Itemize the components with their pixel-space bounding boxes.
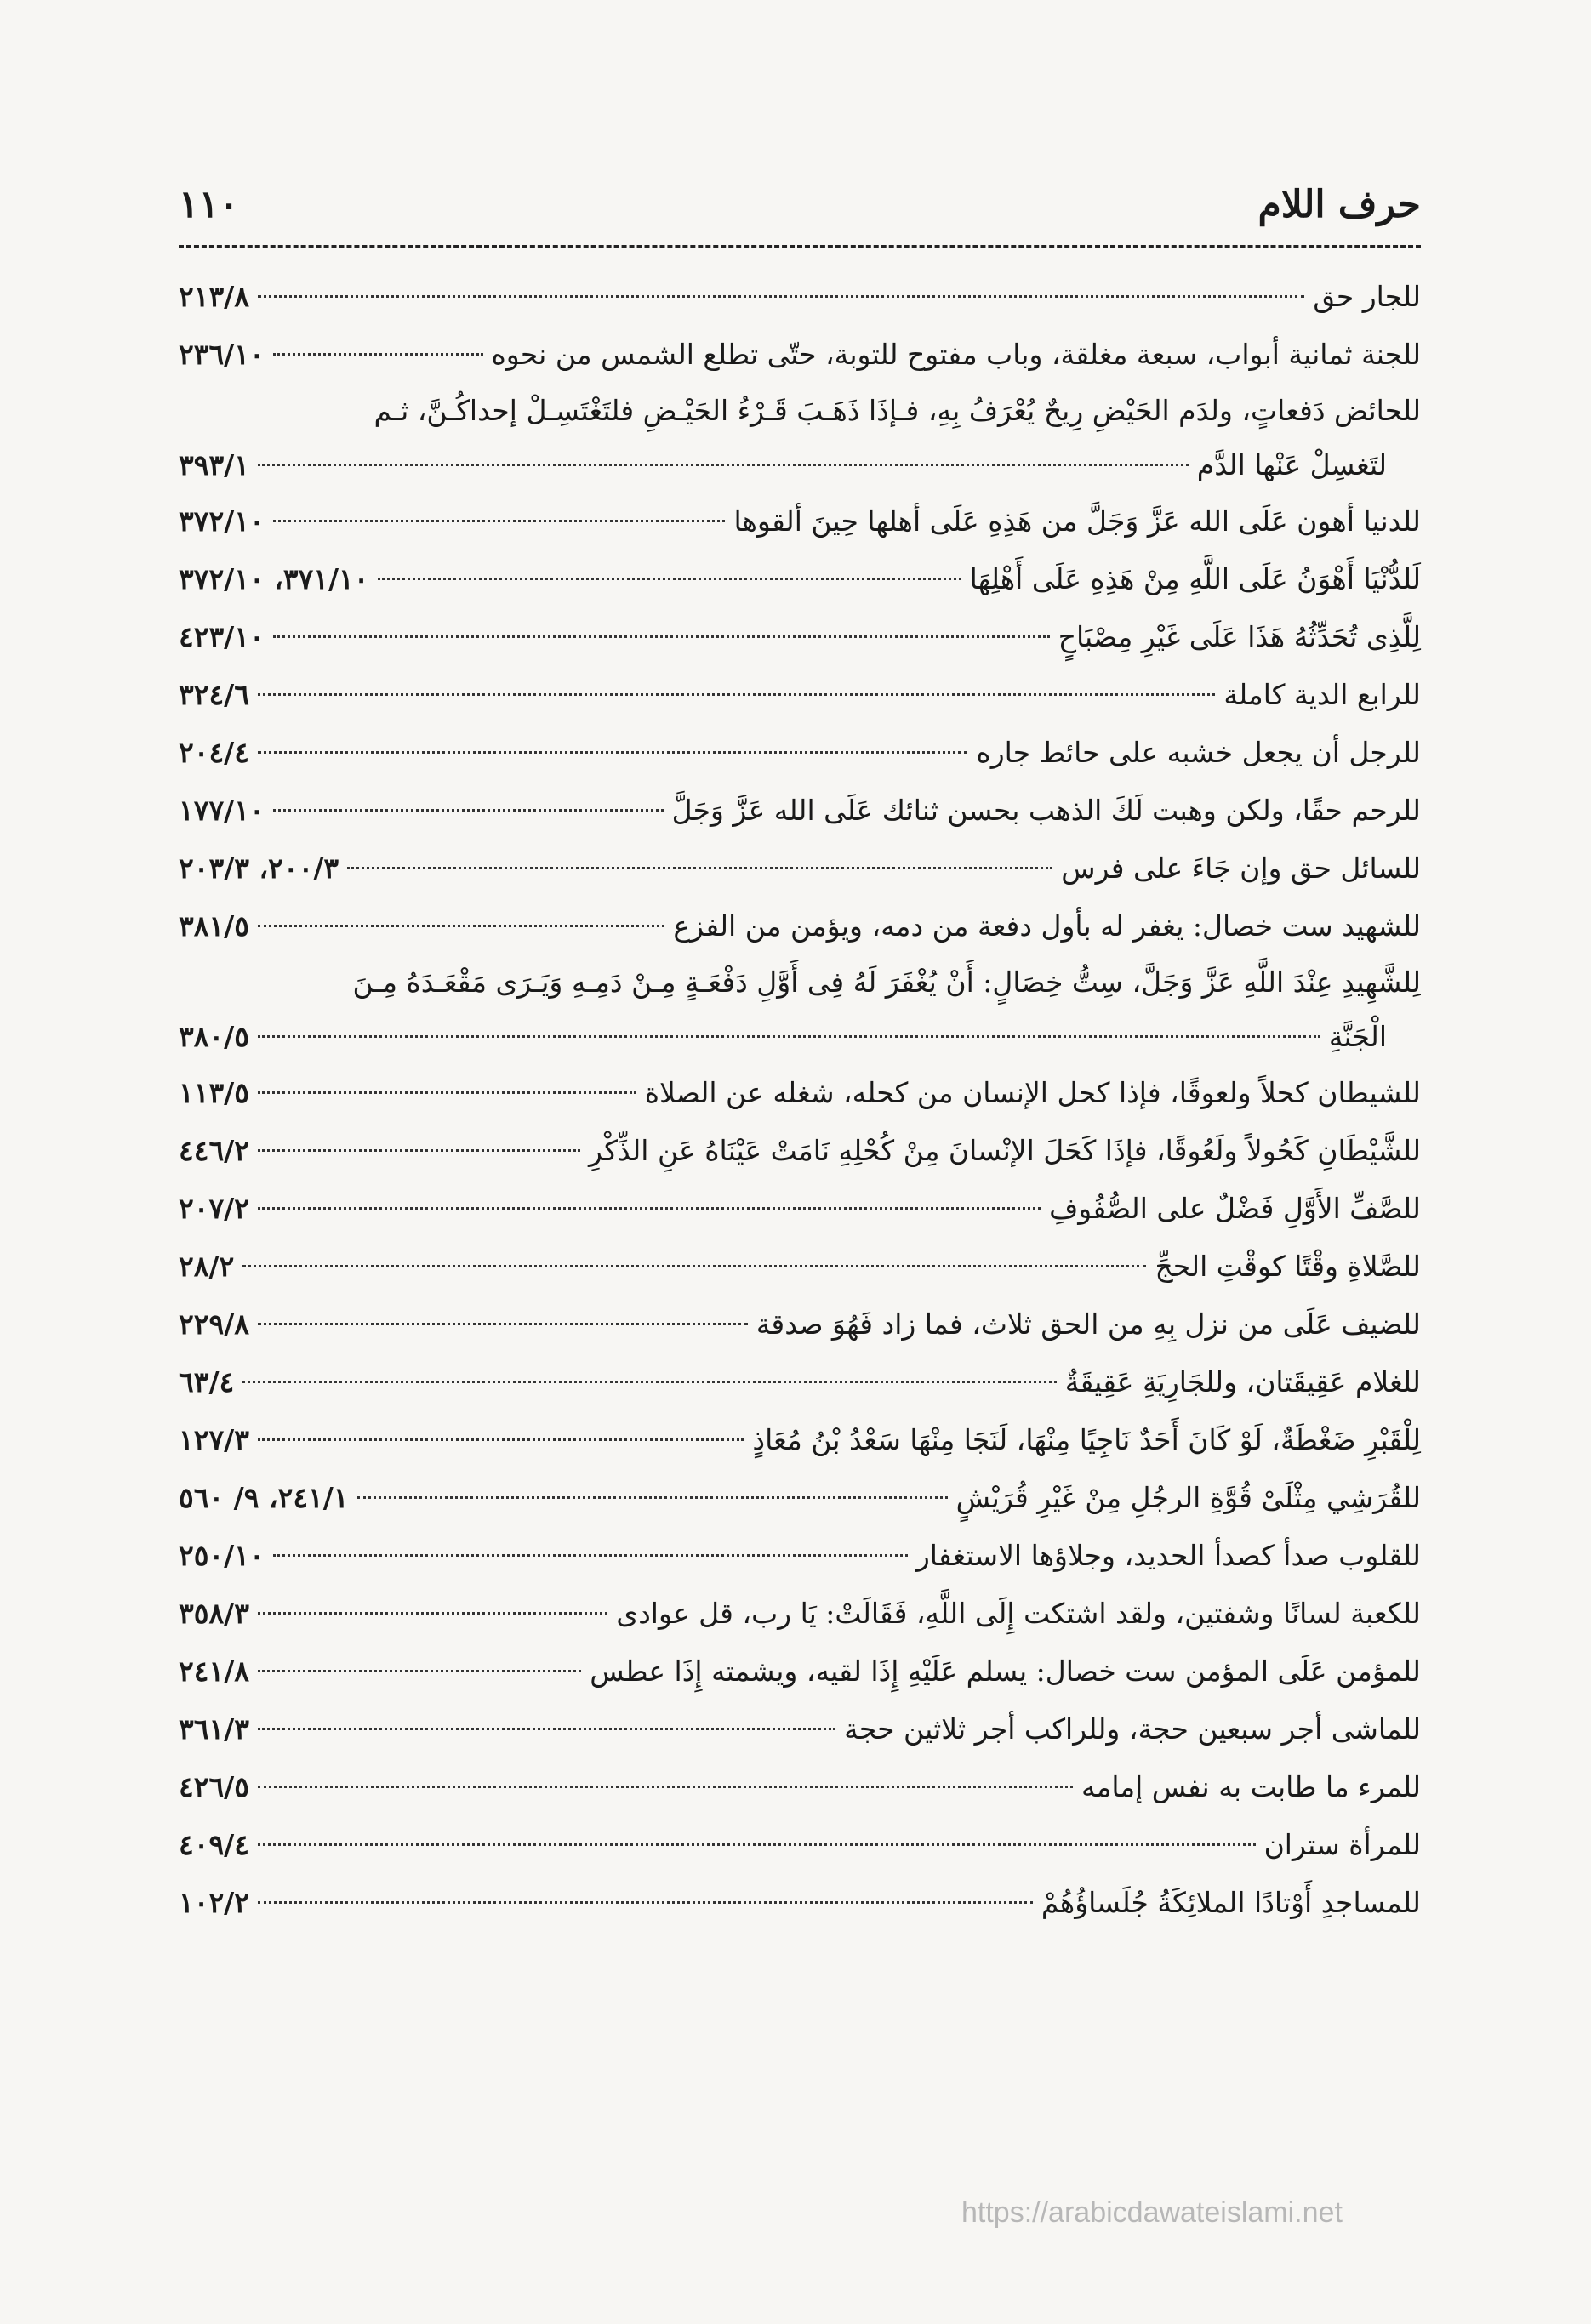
entry-reference: ٦٣/٤ — [179, 1365, 235, 1398]
entry-reference: ١٠٢/٢ — [179, 1886, 249, 1919]
entry-text: للشيطان كحلاً ولعوقًا، فإذا كحل الإنسان من كحله، شغله عن الصلاة — [644, 1076, 1421, 1109]
index-entry — [179, 1238, 1421, 1296]
dot-leader — [258, 751, 967, 754]
entry-text: للدنيا أهون عَلَى الله عَزَّ وَجَلَّ من هَذِهِ عَلَى أهلها حِينَ ألقوها — [733, 504, 1421, 538]
dot-leader — [258, 1612, 607, 1615]
entry-text: للقُرَشِي مِثْلَىْ قُوَّةِ الرجُلِ مِنْ غَيْرِ قُرَيْشٍ — [955, 1481, 1421, 1514]
index-entry — [179, 1758, 1421, 1816]
entry-reference: ٢٠٧/٢ — [179, 1192, 249, 1225]
index-entry — [179, 1816, 1421, 1874]
entry-reference: ٣٩٣/١ — [179, 448, 249, 481]
index-entry — [179, 724, 1421, 782]
entry-text: للصَّفِّ الأَوَّلِ فَضْلٌ على الصُّفُوفِ — [1049, 1192, 1421, 1225]
index-entry — [179, 1064, 1421, 1122]
index-entry — [179, 666, 1421, 724]
entry-text: للرحم حقًا، ولكن وهبت لَكَ الذهب بحسن ثنائك عَلَى الله عَزَّ وَجَلَّ — [671, 794, 1421, 827]
entry-reference: ٢٠٤/٤ — [179, 736, 249, 769]
dot-leader — [273, 1554, 908, 1557]
dot-leader — [258, 1035, 1320, 1038]
entry-text: للجار حق — [1313, 280, 1421, 313]
entry-reference: ٣٥٨/٣ — [179, 1597, 249, 1630]
index-page — [179, 170, 1421, 1932]
entry-reference: ٤٤٦/٢ — [179, 1134, 249, 1167]
index-entry — [179, 1180, 1421, 1238]
entry-reference: ٣٨٠/٥ — [179, 1020, 249, 1053]
entry-text: لَلدُّنْيَا أَهْوَنُ عَلَى اللَّهِ مِنْ هَذِهِ عَلَى أَهْلِهَا — [969, 562, 1421, 595]
entry-text-line: للحائض دَفعاتٍ، ولدَم الحَيْضِ رِيحٌ يُعْرَفُ بِهِ، فـإذَا ذَهَـبَ قَـرْءُ الحَيْـضِ فلتَغْتَسِـلْ إحداكُـنَّ، ثـم — [374, 394, 1421, 427]
index-entry — [179, 384, 1421, 493]
entry-text: للضيف عَلَى من نزل بِهِ من الحق ثلاث، فما زاد فَهُوَ صدقة — [756, 1307, 1421, 1341]
entry-text: للشَّيْطَانِ كَحُولاً ولَعُوقًا، فإذَا كَحَلَ الإنْسانَ مِنْ كُحْلِهِ نَامَتْ عَيْنَاهُ عَنِ الذِّكْرِ — [588, 1134, 1421, 1167]
entry-reference: ٤٢٦/٥ — [179, 1770, 249, 1803]
entry-reference: ٢٨/٢ — [179, 1250, 235, 1283]
index-entry — [179, 782, 1421, 840]
dot-leader — [258, 1149, 580, 1152]
entry-reference: ١١٣/٥ — [179, 1076, 249, 1109]
dot-leader — [242, 1381, 1057, 1383]
index-entry — [179, 1411, 1421, 1469]
index-list — [179, 268, 1421, 1932]
watermark-url: https://arabicdawateislami.net — [961, 2196, 1343, 2229]
dot-leader — [258, 1728, 835, 1730]
entry-text: للكعبة لسانًا وشفتين، ولقد اشتكت إِلَى اللَّهِ، فَقَالَتْ: يَا رب، قل عوادى — [616, 1597, 1421, 1630]
entry-text: الْجَنَّةِ — [1328, 1020, 1387, 1053]
index-entry — [179, 1585, 1421, 1643]
entry-text: للماشى أجر سبعين حجة، وللراكب أجر ثلاثين حجة — [844, 1712, 1421, 1746]
entry-text: للصَّلاةِ وقْتًا كوقْتِ الحجِّ — [1155, 1250, 1421, 1283]
dot-leader — [273, 635, 1050, 638]
entry-text: للقلوب صدأ كصدأ الحديد، وجلاؤها الاستغفار — [915, 1539, 1421, 1572]
index-entry — [179, 1353, 1421, 1411]
entry-text: للجنة ثمانية أبواب، سبعة مغلقة، وباب مفتوح للتوبة، حتّى تطلع الشمس من نحوه — [491, 338, 1421, 371]
index-entry — [179, 1122, 1421, 1180]
index-entry — [179, 1527, 1421, 1585]
entry-reference: ٤٢٣/١٠ — [179, 620, 265, 653]
dot-leader — [258, 1323, 748, 1325]
entry-reference: ٤٠٩/٤ — [179, 1828, 249, 1861]
dot-leader — [273, 809, 664, 812]
entry-text: للمساجدِ أَوْتادًا الملائِكَةُ جُلَساؤُهُمْ — [1041, 1886, 1421, 1919]
dot-leader — [258, 1438, 744, 1441]
page-header — [179, 170, 1421, 248]
entry-reference: ٢١٣/٨ — [179, 280, 249, 313]
entry-reference: ٣٢٤/٦ — [179, 678, 249, 711]
entry-reference: ٢٤١/٨ — [179, 1655, 249, 1688]
entry-text: للمؤمن عَلَى المؤمن ست خصال: يسلم عَلَيْهِ إِذَا لقيه، ويشمته إِذَا عطس — [590, 1655, 1421, 1688]
dot-leader — [347, 867, 1052, 869]
entry-text: للرابع الدية كاملة — [1223, 678, 1421, 711]
dot-leader — [258, 1670, 581, 1672]
dot-leader — [258, 925, 664, 927]
dot-leader — [258, 1091, 636, 1094]
dot-leader — [258, 1901, 1033, 1904]
index-entry — [179, 1296, 1421, 1353]
entry-reference: ٢٣٦/١٠ — [179, 338, 265, 371]
index-entry — [179, 550, 1421, 608]
index-entry — [179, 1643, 1421, 1700]
entry-text: لتَغسِلْ عَنْها الدَّم — [1196, 448, 1387, 481]
entry-reference: ٣٧١/١٠، ٣٧٢/١٠ — [179, 562, 369, 595]
entry-reference: ٢٤١/١، ٩/ ٥٦٠ — [179, 1481, 349, 1514]
dot-leader — [258, 1207, 1041, 1210]
entry-reference: ٢٠٠/٣، ٢٠٣/٣ — [179, 852, 339, 885]
dot-leader — [258, 693, 1215, 696]
dot-leader — [273, 520, 726, 522]
dot-leader — [258, 464, 1189, 466]
section-title: حرف اللام — [1257, 182, 1421, 226]
index-entry — [179, 1469, 1421, 1527]
index-entry — [179, 840, 1421, 897]
entry-text: للشهيد ست خصال: يغفر له بأول دفعة من دمه، ويؤمن من الفزع — [673, 909, 1421, 943]
dot-leader — [258, 1843, 1256, 1846]
dot-leader — [242, 1265, 1146, 1267]
entry-text: للمرء ما طابت به نفس إمامه — [1081, 1770, 1421, 1803]
dot-leader — [258, 295, 1304, 298]
dot-leader — [258, 1786, 1073, 1788]
index-entry — [179, 326, 1421, 384]
dot-leader — [378, 578, 961, 580]
index-entry — [179, 608, 1421, 666]
entry-reference: ٣٨١/٥ — [179, 909, 249, 943]
entry-reference: ٣٦١/٣ — [179, 1712, 249, 1746]
dot-leader — [357, 1496, 948, 1499]
dot-leader — [273, 353, 483, 356]
entry-text: للسائل حق وإن جَاءَ على فرس — [1061, 852, 1421, 885]
entry-text: لِلْقَبْرِ ضَغْطَةٌ، لَوْ كَانَ أَحَدٌ نَاجِيًا مِنْهَا، لَنَجَا مِنْهَا سَعْدُ بْنُ مُعَاذٍ — [752, 1423, 1421, 1456]
index-entry — [179, 1874, 1421, 1932]
index-entry — [179, 268, 1421, 326]
page-number: ١١٠ — [179, 182, 239, 226]
entry-text: للغلام عَقِيقَتان، وللجَارِيَةِ عَقِيقَةٌ — [1064, 1365, 1421, 1398]
index-entry — [179, 955, 1421, 1064]
entry-text: للمرأة ستران — [1263, 1828, 1421, 1861]
entry-reference: ١٧٧/١٠ — [179, 794, 265, 827]
entry-reference: ٢٢٩/٨ — [179, 1307, 249, 1341]
entry-text: لِلَّذِى تُحَدِّثُهُ هَذَا عَلَى غَيْرِ مِصْبَاحٍ — [1058, 620, 1421, 653]
index-entry — [179, 897, 1421, 955]
entry-reference: ١٢٧/٣ — [179, 1423, 249, 1456]
entry-text: للرجل أن يجعل خشبه على حائط جاره — [976, 736, 1421, 769]
index-entry — [179, 1700, 1421, 1758]
index-entry — [179, 493, 1421, 550]
entry-text-line: لِلشَّهِيدِ عِنْدَ اللَّهِ عَزَّ وَجَلَّ، سِتُّ خِصَالٍ: أَنْ يُغْفَرَ لَهُ فِى أَوَّلِ دَفْعَـةٍ مِـنْ دَمِـهِ وَيَـرَى مَقْعَـدَهُ مِـنَ — [352, 965, 1421, 999]
entry-reference: ٣٧٢/١٠ — [179, 504, 265, 538]
entry-reference: ٢٥٠/١٠ — [179, 1539, 265, 1572]
